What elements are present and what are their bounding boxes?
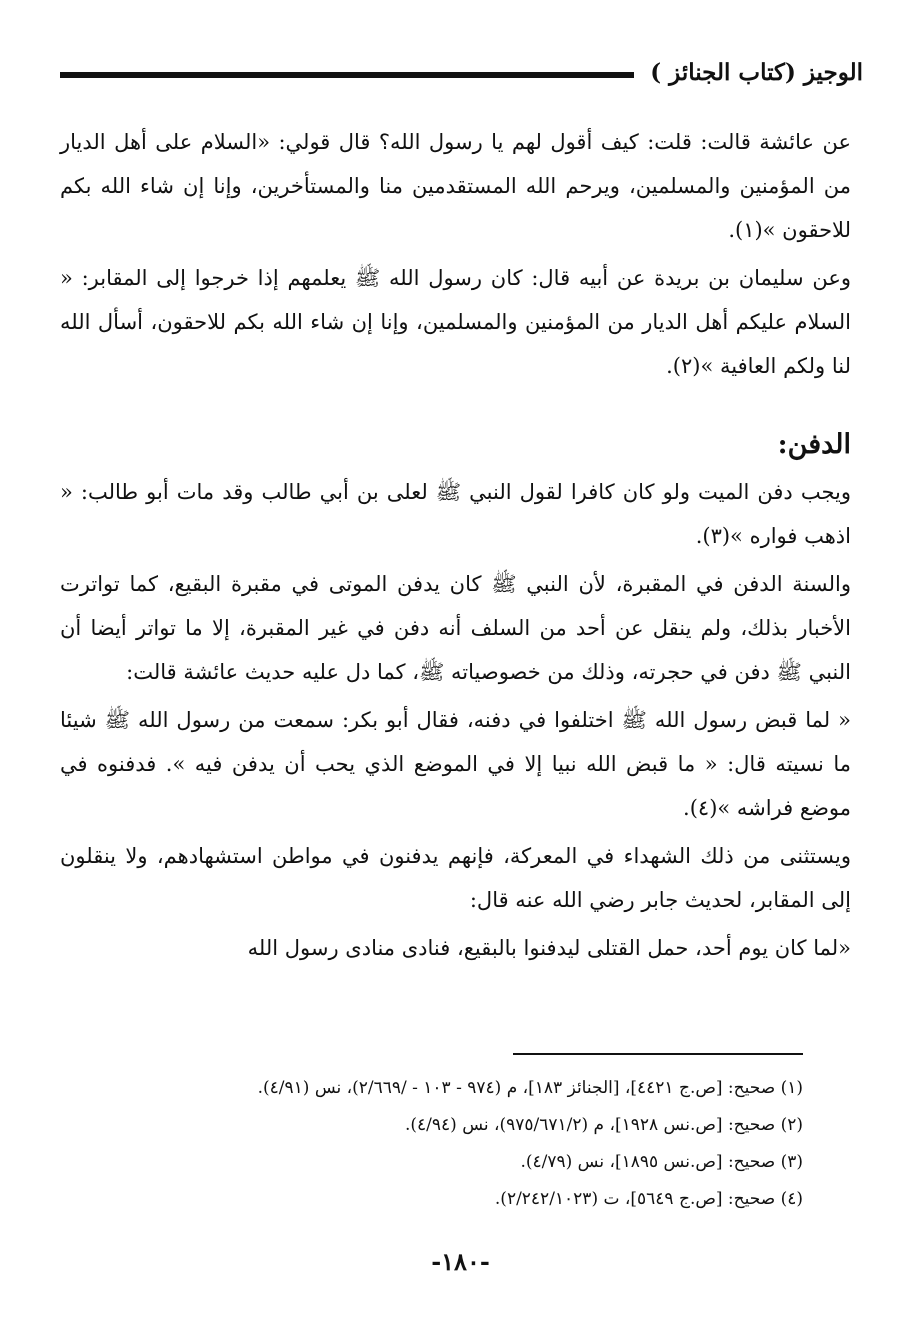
footnotes <box>60 1070 803 1218</box>
footnote-2: (٢) صحيح: [ص.نس ١٩٢٨]، م (٩٧٥/٦٧١/٢)، نس (٤/٩٤). <box>405 1115 803 1135</box>
section-heading-burial: الدفن: <box>777 429 851 460</box>
footnote-divider <box>513 1053 803 1055</box>
footnote-1: (١) صحيح: [ص.ج ٤٤٢١]، [الجنائز ١٨٣]، م (٩٧٤ - ١٠٣ - /٢/٦٦٩)، نس (٤/٩١). <box>257 1078 803 1098</box>
paragraph-abubakr-hadith: « لما قبض رسول الله ﷺ اختلفوا في دفنه، فقال أبو بكر: سمعت من رسول الله ﷺ شيئا ما نسيته قال: « ما قبض الله نبيا إلا في الموضع الذي يحب أن يدفن فيه ». فدفنوه في موضع فراشه »(٤). <box>60 708 851 820</box>
paragraph-uhud-hadith: «لما كان يوم أحد، حمل القتلى ليدفنوا بالبقيع، فنادى منادى رسول الله <box>247 936 851 960</box>
running-header <box>60 52 863 92</box>
paragraph-burial-cemetery: والسنة الدفن في المقبرة، لأن النبي ﷺ كان يدفن الموتى في مقبرة البقيع، كما تواترت الأخبار بذلك، ولم ينقل عن أحد من السلف أنه دفن في غير المقبرة، إلا ما تواتر أيضا أن النبي ﷺ دفن في حجرته، وذلك من خصوصياته ﷺ، كما دل عليه حديث عائشة قالت: <box>60 572 851 684</box>
paragraph-burial-obligation: ويجب دفن الميت ولو كان كافرا لقول النبي ﷺ لعلى بن أبي طالب وقد مات أبو طالب: « اذهب فواره »(٣). <box>60 480 851 548</box>
header-title: الوجيز (كتاب الجنائز ) <box>650 58 863 86</box>
paragraph-sulayman-hadith: وعن سليمان بن بريدة عن أبيه قال: كان رسول الله ﷺ يعلمهم إذا خرجوا إلى المقابر: « السلام عليكم أهل الديار من المؤمنين والمسلمين، وإنا إن شاء الله بكم للاحقون، أسأل الله لنا ولكم العافية »(٢). <box>60 266 851 378</box>
header-rule <box>60 72 634 78</box>
main-text <box>60 120 851 970</box>
page-number: -١٨٠- <box>431 1247 490 1276</box>
footnote-4: (٤) صحيح: [ص.ج ٥٦٤٩]، ت (٢/٢٤٢/١٠٢٣). <box>494 1189 803 1209</box>
paragraph-aisha-greeting: عن عائشة قالت: قلت: كيف أقول لهم يا رسول الله؟ قال قولي: «السلام على أهل الديار من المؤمنين والمسلمين، ويرحم الله المستقدمين منا والمستأخرين، وإنا إن شاء الله بكم للاحقون »(١). <box>60 130 851 242</box>
paragraph-martyrs-exception: ويستثنى من ذلك الشهداء في المعركة، فإنهم يدفنون في مواطن استشهادهم، ولا ينقلون إلى المقابر، لحديث جابر رضي الله عنه قال: <box>60 844 851 912</box>
footnote-3: (٣) صحيح: [ص.نس ١٨٩٥]، نس (٤/٧٩). <box>520 1152 803 1172</box>
